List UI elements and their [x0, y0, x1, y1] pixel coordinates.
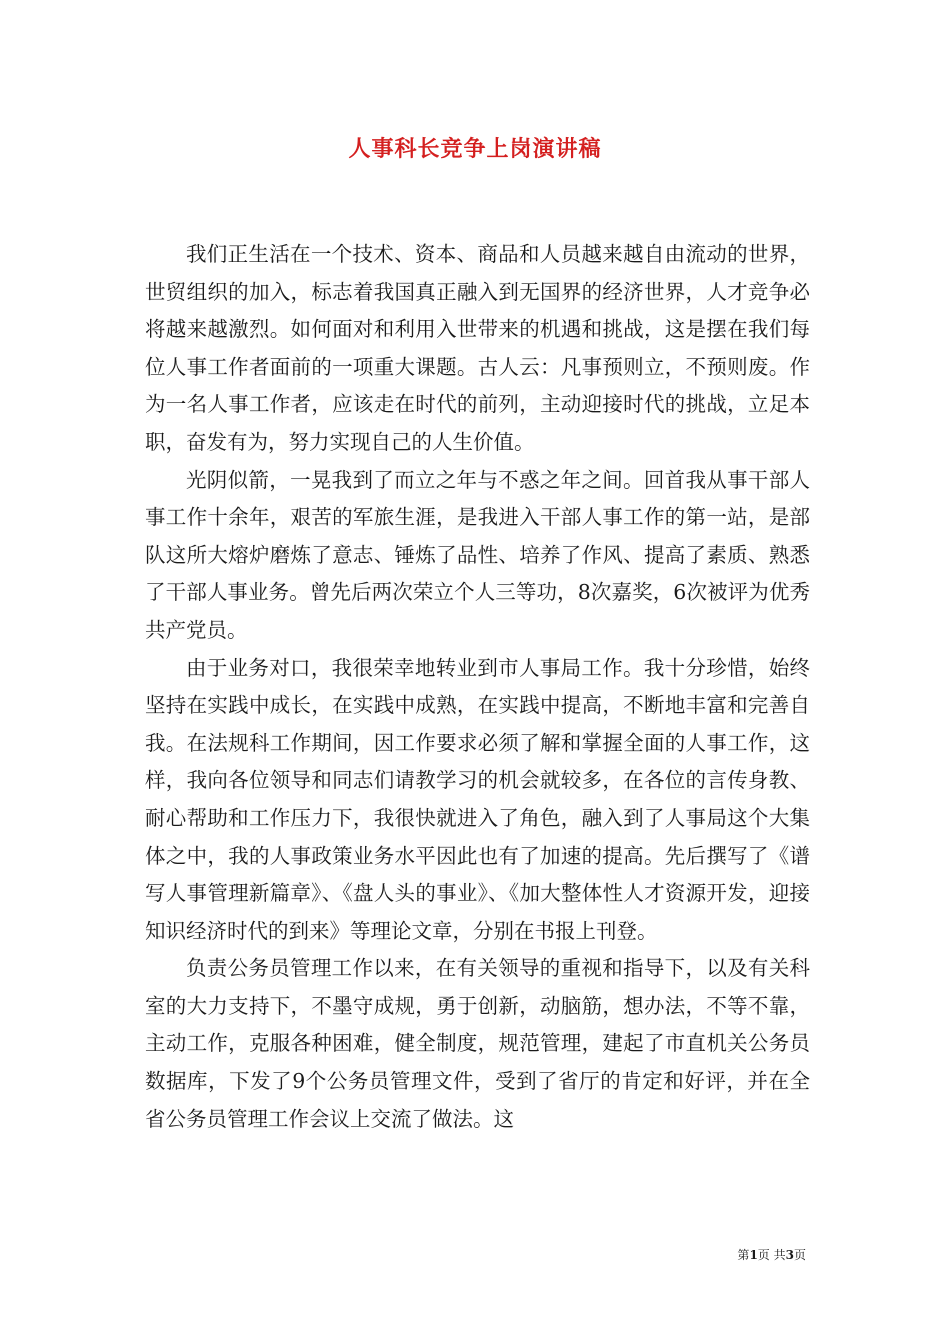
footer-prefix: 第 — [737, 1248, 750, 1262]
footer-suffix: 页 — [793, 1248, 806, 1262]
footer-middle: 页 共 — [757, 1248, 786, 1262]
document-title: 人事科长竞争上岗演讲稿 — [348, 136, 602, 162]
paragraph-3: 由于业务对口，我很荣幸地转业到市人事局工作。我十分珍惜，始终坚持在实践中成长，在实践中成熟，在实践中提高，不断地丰富和完善自我。在法规科工作期间，因工作要求必须了解和掌握全面的人事工作，这样，我向各位领导和同志们请教学习的机会就较多，在各位的言传身教、耐心帮助和工作压力下，我很快就进入了角色，融入到了人事局这个大集体之中，我的人事政策业务水平因此也有了加速的提高。先后撰写了《谱写人事管理新篇章》、《盘人头的事业》、《加大整体性人才资源开发，迎接知识经济时代的到来》等理论文章，分别在书报上刊登。 — [145, 655, 810, 943]
page-number-footer — [737, 1246, 806, 1263]
footer-total-pages: 3 — [785, 1248, 794, 1262]
paragraph-2: 光阴似箭，一晃我到了而立之年与不惑之年之间。回首我从事干部人事工作十余年，艰苦的军旅生涯，是我进入干部人事工作的第一站，是部队这所大熔炉磨炼了意志、锤炼了品性、培养了作风、提高了素质、熟悉了干部人事业务。曾先后两次荣立个人三等功，8次嘉奖，6次被评为优秀共产党员。 — [145, 467, 810, 642]
document-body — [145, 236, 810, 1138]
paragraph-1: 我们正生活在一个技术、资本、商品和人员越来越自由流动的世界，世贸组织的加入，标志着我国真正融入到无国界的经济世界，人才竞争必将越来越激烈。如何面对和利用入世带来的机遇和挑战，这是摆在我们每位人事工作者面前的一项重大课题。古人云：凡事预则立，不预则废。作为一名人事工作者，应该走在时代的前列，主动迎接时代的挑战，立足本职，奋发有为，努力实现自己的人生价值。 — [145, 242, 810, 454]
paragraph-4: 负责公务员管理工作以来，在有关领导的重视和指导下，以及有关科室的大力支持下，不墨守成规，勇于创新，动脑筋，想办法，不等不靠，主动工作，克服各种困难，健全制度，规范管理，建起了市直机关公务员数据库，下发了9个公务员管理文件，受到了省厅的肯定和好评，并在全省公务员管理工作会议上交流了做法。这 — [145, 956, 810, 1131]
footer-current-page: 1 — [749, 1248, 758, 1262]
